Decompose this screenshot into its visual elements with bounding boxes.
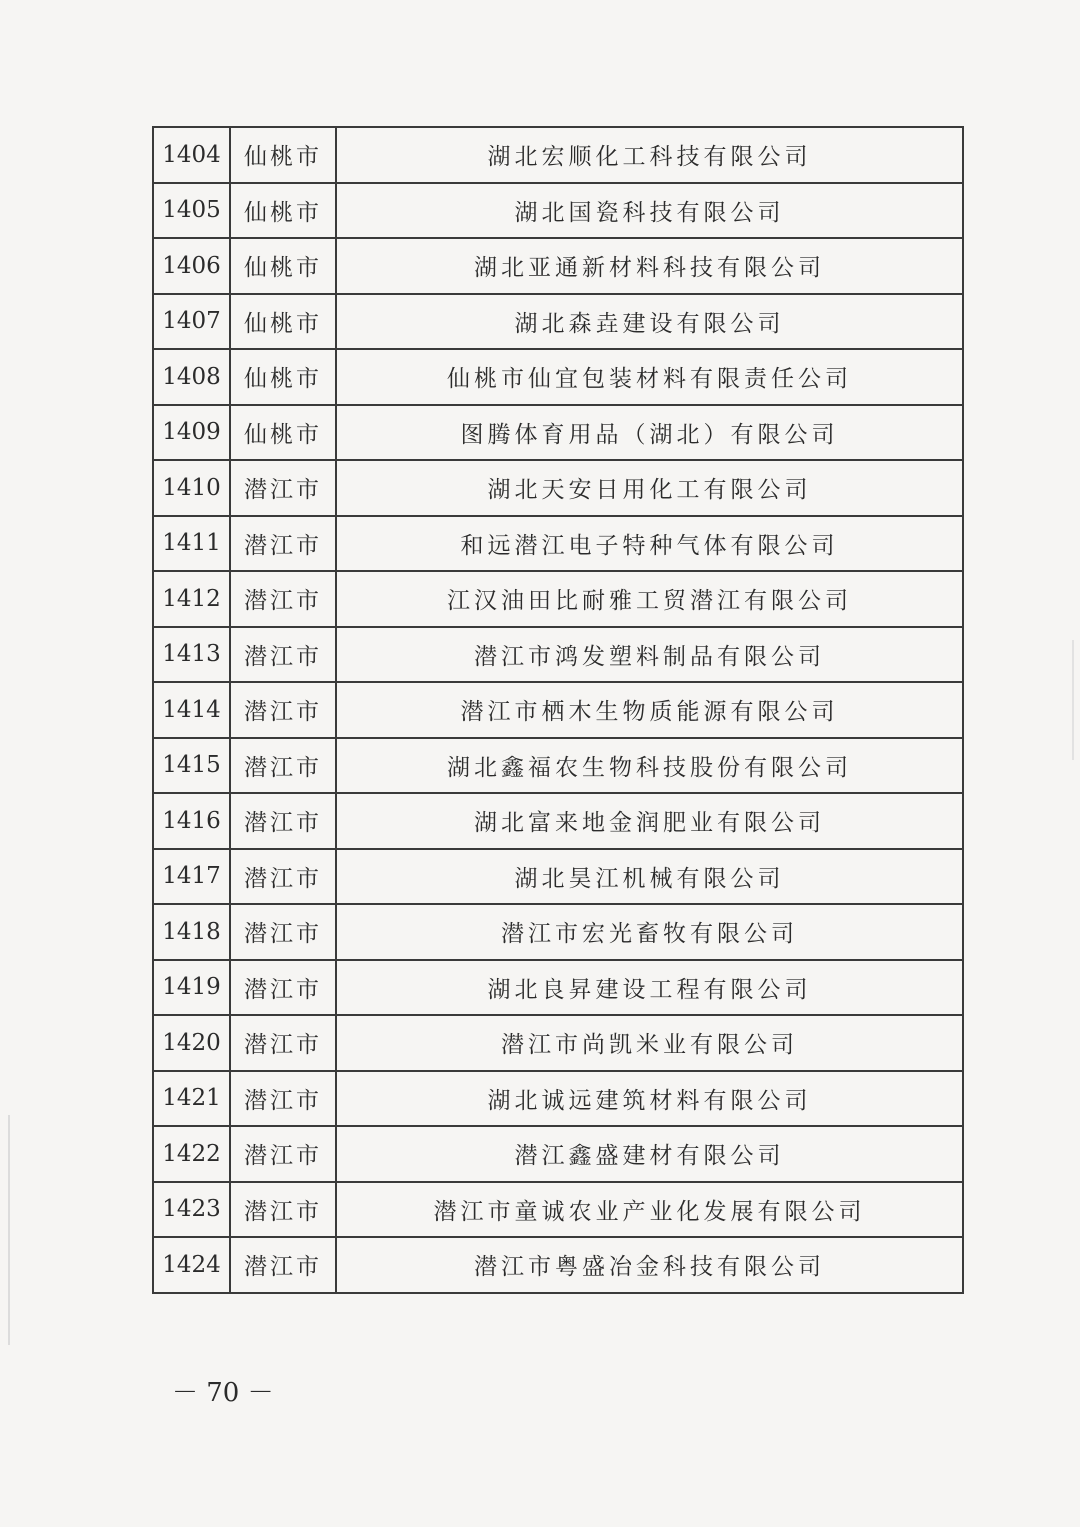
company-name-cell: 潜江市尚凯米业有限公司 <box>336 1015 963 1071</box>
city-cell: 潜江市 <box>230 1237 336 1293</box>
city-cell: 仙桃市 <box>230 405 336 461</box>
row-number-cell: 1416 <box>153 793 230 849</box>
city-cell: 潜江市 <box>230 1182 336 1238</box>
company-name-cell: 潜江鑫盛建材有限公司 <box>336 1126 963 1182</box>
company-list-body <box>153 127 963 1293</box>
city-cell: 仙桃市 <box>230 183 336 239</box>
company-name-cell: 潜江市鸿发塑料制品有限公司 <box>336 627 963 683</box>
row-number-cell: 1414 <box>153 682 230 738</box>
city-cell: 仙桃市 <box>230 238 336 294</box>
company-name-cell: 湖北天安日用化工有限公司 <box>336 460 963 516</box>
table-row <box>153 238 963 294</box>
table-row <box>153 738 963 794</box>
company-name-cell: 湖北宏顺化工科技有限公司 <box>336 127 963 183</box>
company-name-cell: 湖北昊江机械有限公司 <box>336 849 963 905</box>
table-row <box>153 1015 963 1071</box>
company-name-cell: 图腾体育用品（湖北）有限公司 <box>336 405 963 461</box>
company-name-cell: 湖北富来地金润肥业有限公司 <box>336 793 963 849</box>
row-number-cell: 1405 <box>153 183 230 239</box>
table-row <box>153 960 963 1016</box>
row-number-cell: 1412 <box>153 571 230 627</box>
table-row <box>153 1071 963 1127</box>
company-name-cell: 潜江市宏光畜牧有限公司 <box>336 904 963 960</box>
city-cell: 潜江市 <box>230 1015 336 1071</box>
company-list-table <box>152 126 964 1294</box>
table-row <box>153 849 963 905</box>
page-number: － 70 － <box>172 1378 274 1408</box>
company-name-cell: 潜江市栖木生物质能源有限公司 <box>336 682 963 738</box>
row-number-cell: 1404 <box>153 127 230 183</box>
table-row <box>153 516 963 572</box>
table-row <box>153 571 963 627</box>
city-cell: 仙桃市 <box>230 127 336 183</box>
table-row <box>153 682 963 738</box>
table-row <box>153 904 963 960</box>
city-cell: 潜江市 <box>230 1071 336 1127</box>
city-cell: 潜江市 <box>230 738 336 794</box>
row-number-cell: 1406 <box>153 238 230 294</box>
scan-edge-mark-right <box>1072 640 1074 760</box>
company-name-cell: 潜江市粤盛冶金科技有限公司 <box>336 1237 963 1293</box>
city-cell: 潜江市 <box>230 516 336 572</box>
table-row <box>153 627 963 683</box>
company-name-cell: 江汉油田比耐雅工贸潜江有限公司 <box>336 571 963 627</box>
city-cell: 潜江市 <box>230 682 336 738</box>
scan-edge-mark <box>8 1115 10 1345</box>
company-name-cell: 湖北森垚建设有限公司 <box>336 294 963 350</box>
row-number-cell: 1410 <box>153 460 230 516</box>
company-name-cell: 潜江市童诚农业产业化发展有限公司 <box>336 1182 963 1238</box>
company-name-cell: 湖北鑫福农生物科技股份有限公司 <box>336 738 963 794</box>
company-name-cell: 湖北良昇建设工程有限公司 <box>336 960 963 1016</box>
row-number-cell: 1408 <box>153 349 230 405</box>
row-number-cell: 1407 <box>153 294 230 350</box>
table-row <box>153 349 963 405</box>
table-row <box>153 405 963 461</box>
row-number-cell: 1415 <box>153 738 230 794</box>
table-row <box>153 1237 963 1293</box>
row-number-cell: 1417 <box>153 849 230 905</box>
city-cell: 潜江市 <box>230 460 336 516</box>
row-number-cell: 1413 <box>153 627 230 683</box>
row-number-cell: 1421 <box>153 1071 230 1127</box>
row-number-cell: 1420 <box>153 1015 230 1071</box>
table-row <box>153 294 963 350</box>
row-number-cell: 1424 <box>153 1237 230 1293</box>
company-name-cell: 湖北国瓷科技有限公司 <box>336 183 963 239</box>
table-row <box>153 793 963 849</box>
table-row <box>153 1182 963 1238</box>
city-cell: 潜江市 <box>230 793 336 849</box>
city-cell: 潜江市 <box>230 571 336 627</box>
row-number-cell: 1409 <box>153 405 230 461</box>
table-row <box>153 183 963 239</box>
city-cell: 潜江市 <box>230 1126 336 1182</box>
city-cell: 仙桃市 <box>230 349 336 405</box>
city-cell: 潜江市 <box>230 960 336 1016</box>
row-number-cell: 1423 <box>153 1182 230 1238</box>
table-row <box>153 1126 963 1182</box>
row-number-cell: 1419 <box>153 960 230 1016</box>
table-row <box>153 127 963 183</box>
city-cell: 潜江市 <box>230 904 336 960</box>
city-cell: 潜江市 <box>230 627 336 683</box>
company-name-cell: 和远潜江电子特种气体有限公司 <box>336 516 963 572</box>
company-name-cell: 仙桃市仙宜包装材料有限责任公司 <box>336 349 963 405</box>
company-name-cell: 湖北亚通新材料科技有限公司 <box>336 238 963 294</box>
row-number-cell: 1422 <box>153 1126 230 1182</box>
row-number-cell: 1418 <box>153 904 230 960</box>
city-cell: 仙桃市 <box>230 294 336 350</box>
table-row <box>153 460 963 516</box>
row-number-cell: 1411 <box>153 516 230 572</box>
company-name-cell: 湖北诚远建筑材料有限公司 <box>336 1071 963 1127</box>
city-cell: 潜江市 <box>230 849 336 905</box>
